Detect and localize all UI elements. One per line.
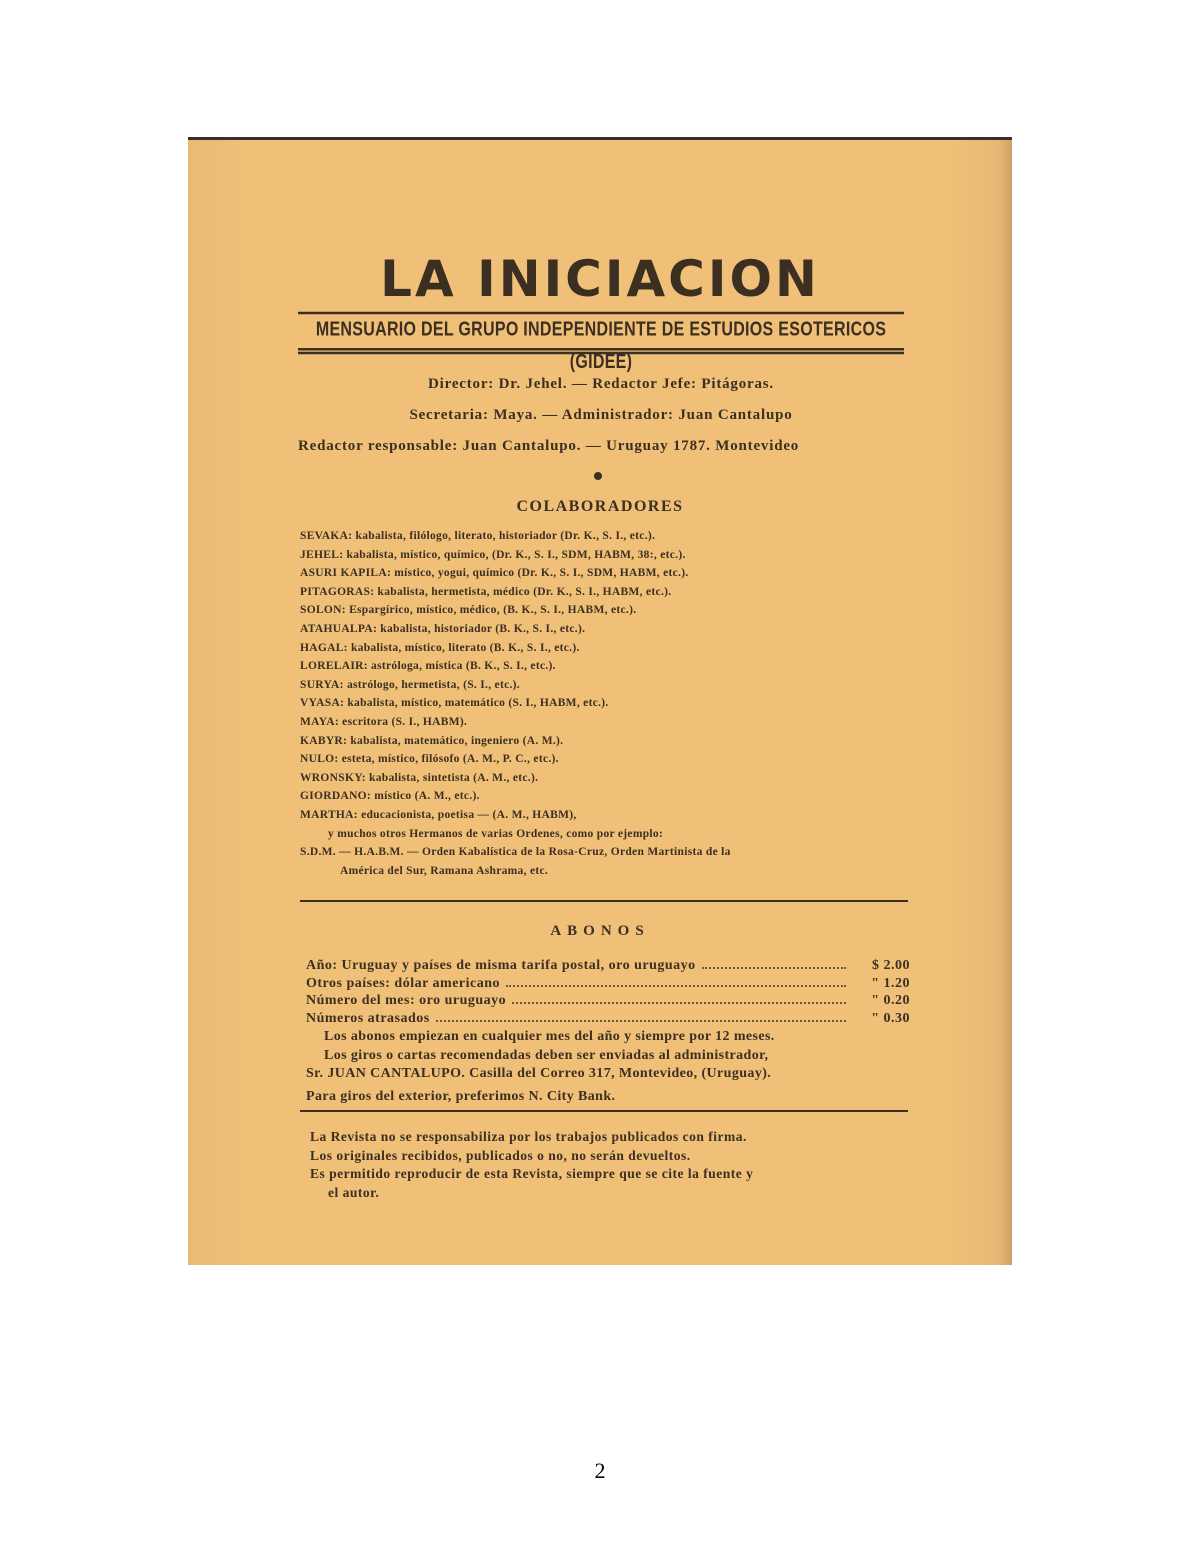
- dot-leader: [702, 967, 846, 969]
- list-item: SEVAKA: kabalista, filólogo, literato, historiador (Dr. K., S. I., etc.).: [300, 530, 656, 542]
- scanned-page-image: [188, 137, 1012, 1265]
- dot-leader: [506, 985, 846, 987]
- rate-value: " 0.30: [871, 1010, 910, 1026]
- colaboradores-list: [300, 527, 906, 880]
- list-item: KABYR: kabalista, matemático, ingeniero (A. M.).: [300, 734, 564, 747]
- abonos-notes: [306, 1028, 910, 1106]
- abonos-note: Para giros del exterior, preferimos N. City Bank.: [306, 1088, 616, 1104]
- staff-line-responsible: Redactor responsable: Juan Cantalupo. — Uruguay 1787. Montevideo: [298, 438, 800, 454]
- rate-label: Número del mes: oro uruguayo: [306, 993, 507, 1008]
- list-item: PITAGORAS: kabalista, hermetista, médico (Dr. K., S. I., HABM, etc.).: [300, 585, 672, 598]
- footer-note: el autor.: [328, 1184, 380, 1200]
- list-item: S.D.M. — H.A.B.M. — Orden Kabalística de la Rosa-Cruz, Orden Martinista de la: [300, 846, 731, 859]
- rate-row: [306, 992, 910, 1010]
- list-item: NULO: esteta, místico, filósofo (A. M., P. C., etc.).: [300, 753, 559, 766]
- abonos-note: Los giros o cartas recomendadas deben ser enviadas al administrador,: [324, 1047, 769, 1063]
- page-edge-shadow: [998, 140, 1012, 1265]
- list-item: HAGAL: kabalista, místico, literato (B. K., S. I., etc.).: [300, 641, 580, 654]
- page-number: 2: [594, 1458, 606, 1483]
- abonos-note: Los abonos empiezan en cualquier mes del año y siempre por 12 meses.: [324, 1029, 775, 1044]
- magazine-subtitle: MENSUARIO DEL GRUPO INDEPENDIENTE DE ESTUDIOS ESOTERICOS (GIDEE): [298, 312, 904, 355]
- footer-note: La Revista no se responsabiliza por los trabajos publicados con firma.: [310, 1129, 747, 1144]
- rates-table: [306, 957, 910, 1027]
- colaboradores-heading: COLABORADORES: [516, 498, 684, 515]
- list-item: GIORDANO: místico (A. M., etc.).: [300, 790, 480, 803]
- abonos-note: Sr. JUAN CANTALUPO. Casilla del Correo 317, Montevideo, (Uruguay).: [306, 1066, 772, 1081]
- footer-note: Los originales recibidos, publicados o no, no serán devueltos.: [310, 1147, 691, 1163]
- rate-row: [306, 957, 910, 975]
- list-item: SOLON: Espargírico, místico, médico, (B. K., S. I., HABM, etc.).: [300, 604, 637, 617]
- divider: [300, 1110, 908, 1112]
- list-item: LORELAIR: astróloga, mística (B. K., S. I., etc.).: [300, 660, 556, 673]
- list-item: JEHEL: kabalista, místico, químico, (Dr. K., S. I., SDM, HABM, 38:, etc.).: [300, 548, 686, 561]
- dot-leader: [436, 1020, 846, 1022]
- list-item: SURYA: astrólogo, hermetista, (S. I., etc.).: [300, 678, 520, 691]
- list-item: WRONSKY: kabalista, sintetista (A. M., etc.).: [300, 771, 539, 784]
- list-item: y muchos otros Hermanos de varias Ordenes, como por ejemplo:: [328, 827, 664, 840]
- bullet-separator: [594, 472, 602, 480]
- staff-line-secretary: Secretaria: Maya. — Administrador: Juan Cantalupo: [409, 407, 793, 423]
- rate-label: Año: Uruguay y países de misma tarifa postal, oro uruguayo: [306, 958, 696, 973]
- rate-value: " 1.20: [871, 975, 910, 991]
- rate-row: [306, 1010, 910, 1028]
- footer-note: Es permitido reproducir de esta Revista, siempre que se cite la fuente y: [310, 1166, 754, 1181]
- magazine-title: LA INICIACION: [380, 250, 820, 308]
- footer-notes: [310, 1128, 910, 1202]
- divider: [300, 900, 908, 902]
- rate-value: " 0.20: [871, 993, 910, 1008]
- staff-line-director: Director: Dr. Jehel. — Redactor Jefe: Pitágoras.: [428, 376, 774, 392]
- rate-row: [306, 975, 910, 993]
- list-item: ASURI KAPILA: místico, yogui, químico (Dr. K., S. I., SDM, HABM, etc.).: [300, 567, 689, 580]
- list-item: VYASA: kabalista, místico, matemático (S. I., HABM, etc.).: [300, 697, 609, 710]
- rate-label: Otros países: dólar americano: [306, 975, 501, 991]
- list-item: América del Sur, Ramana Ashrama, etc.: [340, 864, 549, 877]
- list-item: MARTHA: educacionista, poetisa — (A. M., HABM),: [300, 808, 577, 821]
- rate-value: $ 2.00: [872, 958, 910, 973]
- dot-leader: [512, 1002, 846, 1004]
- list-item: MAYA: escritora (S. I., HABM).: [300, 715, 468, 728]
- list-item: ATAHUALPA: kabalista, historiador (B. K., S. I., etc.).: [300, 622, 586, 635]
- abonos-heading: ABONOS: [550, 923, 650, 939]
- rate-label: Números atrasados: [306, 1010, 430, 1026]
